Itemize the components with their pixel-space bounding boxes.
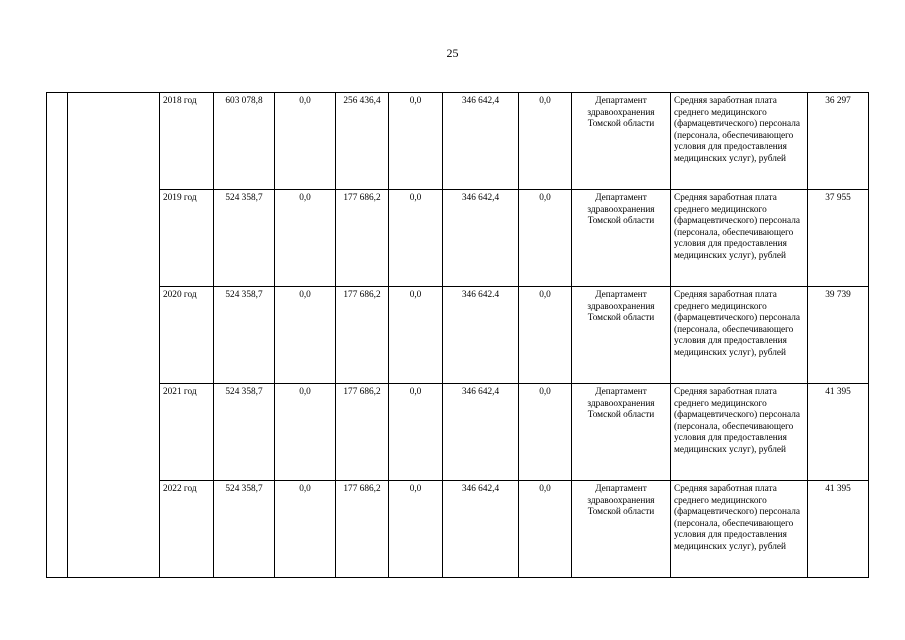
other-cell: 346 642,4 [443,190,519,287]
empty-column-1 [47,93,68,578]
regional-cell: 177 686,2 [336,190,389,287]
local-cell: 0,0 [389,287,443,384]
page-number: 25 [446,46,459,60]
regional-cell: 256 436,4 [336,93,389,190]
department-cell: Департамент здравоохранения Томской области [572,384,671,481]
extra-cell: 0,0 [519,287,572,384]
other-cell: 346 642,4 [443,481,519,578]
extra-cell: 0,0 [519,93,572,190]
table-row [47,384,869,481]
table-row [47,93,869,190]
other-cell: 346 642,4 [443,93,519,190]
indicator-cell: Средняя заработная плата среднего медицинского (фармацевтического) персонала (персонала, обеспечивающего условия для предоставления медицинских услуг), рублей [671,93,808,190]
other-cell: 346 642,4 [443,384,519,481]
regional-cell: 177 686,2 [336,287,389,384]
federal-cell: 0,0 [275,384,336,481]
indicator-cell: Средняя заработная плата среднего медицинского (фармацевтического) персонала (персонала, обеспечивающего условия для предоставления медицинских услуг), рублей [671,190,808,287]
indicator-cell: Средняя заработная плата среднего медицинского (фармацевтического) персонала (персонала, обеспечивающего условия для предоставления медицинских услуг), рублей [671,384,808,481]
total-cell: 524 358,7 [214,190,275,287]
budget-table [46,92,869,578]
local-cell: 0,0 [389,93,443,190]
indicator-cell: Средняя заработная плата среднего медицинского (фармацевтического) персонала (персонала, обеспечивающего условия для предоставления медицинских услуг), рублей [671,481,808,578]
extra-cell: 0,0 [519,481,572,578]
year-cell: 2018 год [160,93,214,190]
extra-cell: 0,0 [519,384,572,481]
table-body [47,93,869,578]
year-cell: 2022 год [160,481,214,578]
department-cell: Департамент здравоохранения Томской области [572,287,671,384]
year-cell: 2020 год [160,287,214,384]
local-cell: 0,0 [389,481,443,578]
federal-cell: 0,0 [275,481,336,578]
value-cell: 41 395 [808,384,869,481]
value-cell: 39 739 [808,287,869,384]
year-cell: 2019 год [160,190,214,287]
value-cell: 41 395 [808,481,869,578]
extra-cell: 0,0 [519,190,572,287]
regional-cell: 177 686,2 [336,384,389,481]
department-cell: Департамент здравоохранения Томской области [572,481,671,578]
local-cell: 0,0 [389,190,443,287]
indicator-cell: Средняя заработная плата среднего медицинского (фармацевтического) персонала (персонала, обеспечивающего условия для предоставления медицинских услуг), рублей [671,287,808,384]
empty-column-2 [68,93,160,578]
table-row [47,481,869,578]
total-cell: 524 358,7 [214,481,275,578]
local-cell: 0,0 [389,384,443,481]
department-cell: Департамент здравоохранения Томской области [572,190,671,287]
value-cell: 36 297 [808,93,869,190]
federal-cell: 0,0 [275,93,336,190]
department-cell: Департамент здравоохранения Томской области [572,93,671,190]
federal-cell: 0,0 [275,190,336,287]
value-cell: 37 955 [808,190,869,287]
year-cell: 2021 год [160,384,214,481]
federal-cell: 0,0 [275,287,336,384]
regional-cell: 177 686,2 [336,481,389,578]
table-row [47,190,869,287]
total-cell: 603 078,8 [214,93,275,190]
other-cell: 346 642.4 [443,287,519,384]
total-cell: 524 358,7 [214,384,275,481]
table-row [47,287,869,384]
total-cell: 524 358,7 [214,287,275,384]
